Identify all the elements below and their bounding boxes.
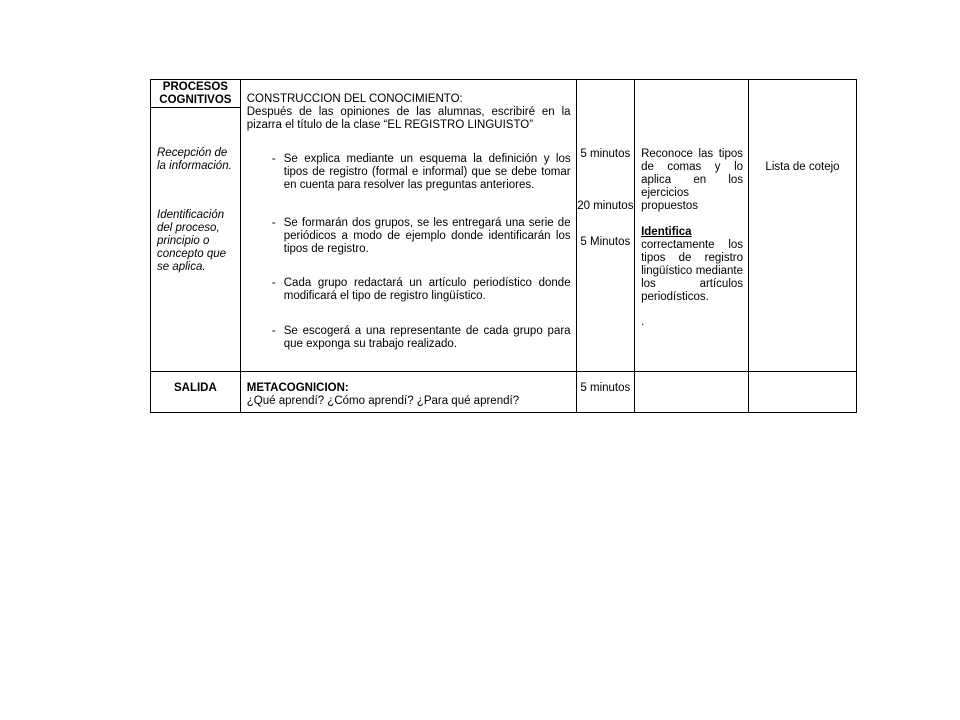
metacognicion-title: METACOGNICION: [246, 382, 349, 394]
construccion-intro: Después de las opiniones de las alumnas, escribiré en la pizarra el título de la clase “EL REGISTRO LINGUISTO” [246, 106, 571, 131]
step-text: Se escogerá a una representante de cada grupo para que exponga su trabajo realizado. [283, 325, 571, 350]
construccion-cell [240, 80, 576, 372]
instrument-cell [749, 80, 857, 372]
indicator-b [641, 226, 743, 304]
lesson-plan-table [150, 79, 857, 413]
list-item: - Se formarán dos grupos, se les entregará una serie de periódicos a modo de ejemplo donde identificarán los tipos de registro. [271, 217, 571, 255]
indicator-b-title: Identifica [641, 226, 692, 238]
construccion-title: CONSTRUCCION DEL CONOCIMIENTO: [246, 93, 463, 105]
step-text: Se explica mediante un esquema la definición y los tipos de registro (formal e informal) que se debe tomar en cuenta para resolver las preguntas anteriores. [283, 153, 571, 191]
list-item: - Se escogerá a una representante de cada grupo para que exponga su trabajo realizado. [271, 325, 571, 350]
metacognicion-questions: ¿Qué aprendí? ¿Cómo aprendí? ¿Para qué aprendí? [246, 395, 520, 407]
procesos-header-cell [151, 80, 241, 108]
time-1: 5 minutos [580, 148, 631, 160]
procesos-cell [151, 108, 241, 372]
salida-time-cell [576, 372, 634, 413]
empty-cell [635, 372, 749, 413]
salida-time: 5 minutos [580, 382, 631, 394]
step-text: Se formarán dos grupos, se les entregará una serie de periódicos a modo de ejemplo donde identificarán los tipos de registro. [283, 217, 571, 255]
proceso-recepcion: Recepción de la información. [157, 147, 232, 172]
salida-cell [151, 372, 241, 413]
list-item: - Se explica mediante un esquema la definición y los tipos de registro (formal e informal) que se debe tomar en cuenta para resolver las preguntas anteriores. [271, 153, 571, 191]
list-item: - Cada grupo redactará un artículo periodístico donde modificará el tipo de registro lingüístico. [271, 277, 571, 302]
activity-steps [247, 153, 571, 351]
salida-label: SALIDA [173, 382, 217, 394]
step-text: Cada grupo redactará un artículo periodístico donde modificará el tipo de registro lingüístico. [283, 277, 571, 302]
time-3: 5 Minutos [580, 236, 631, 248]
indicator-a: Reconoce las tipos de comas y lo aplica en los ejercicios propuestos [641, 148, 744, 212]
procesos-header: PROCESOS COGNITIVOS [159, 81, 232, 106]
proceso-identificacion: Identificación del proceso, principio o concepto que se aplica. [157, 209, 227, 273]
empty-cell [749, 372, 857, 413]
metacognicion-cell [240, 372, 576, 413]
indicator-b-body: correctamente los tipos de registro lingüístico mediante los artículos periodísticos. [641, 239, 744, 303]
time-cell [576, 80, 634, 372]
indicator-dot: . [641, 316, 645, 328]
instrument: Lista de cotejo [765, 161, 840, 173]
indicators-cell [635, 80, 749, 372]
time-2: 20 minutos [577, 200, 634, 212]
